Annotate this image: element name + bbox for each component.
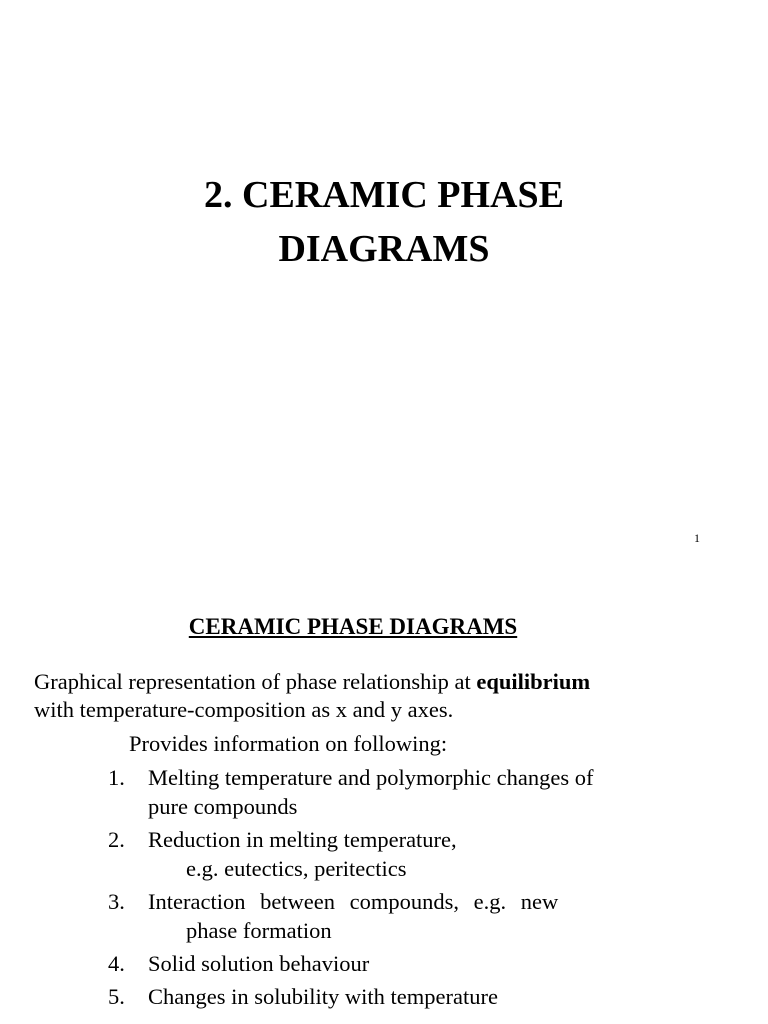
list-item-line-1: Reduction in melting temperature, (148, 827, 457, 852)
slide-title (0, 168, 768, 276)
intro-bold-term: equilibrium (476, 669, 591, 694)
intro-line-2: with temperature-composition as x and y axes. (34, 697, 454, 722)
list-item (108, 887, 678, 945)
list-item (108, 982, 678, 1011)
list-item-line-1: Changes in solubility with temperature (148, 984, 498, 1009)
slide-title-line-1: 2. CERAMIC PHASE (204, 174, 564, 216)
list-item-line-1: Melting temperature and polymorphic changes of (148, 765, 594, 790)
intro-paragraph (34, 668, 734, 724)
list-item-number: 4. (108, 951, 125, 976)
page-number: 1 (694, 531, 700, 545)
provides-label: Provides information on following: (129, 731, 448, 756)
list-item (108, 949, 678, 978)
list-item-line-1: Solid solution behaviour (148, 951, 370, 976)
list-item-number: 5. (108, 984, 125, 1009)
information-list (108, 763, 678, 1015)
list-item-line-1: Interaction between compounds, e.g. new (148, 889, 559, 914)
section-heading: CERAMIC PHASE DIAGRAMS (188, 614, 518, 639)
list-item-line-2: e.g. eutectics, peritectics (186, 856, 407, 881)
list-item (108, 763, 678, 821)
intro-line-1-text: Graphical representation of phase relationship at (34, 669, 477, 694)
slide-title-line-2: DIAGRAMS (278, 228, 490, 270)
list-item-number: 1. (108, 765, 125, 790)
list-item (108, 825, 678, 883)
list-item-line-2: pure compounds (148, 794, 298, 819)
intro-line-1 (34, 668, 734, 696)
content-slide (0, 560, 768, 1024)
list-item-line-2: phase formation (186, 918, 332, 943)
list-item-number: 2. (108, 827, 125, 852)
list-item-number: 3. (108, 889, 125, 914)
